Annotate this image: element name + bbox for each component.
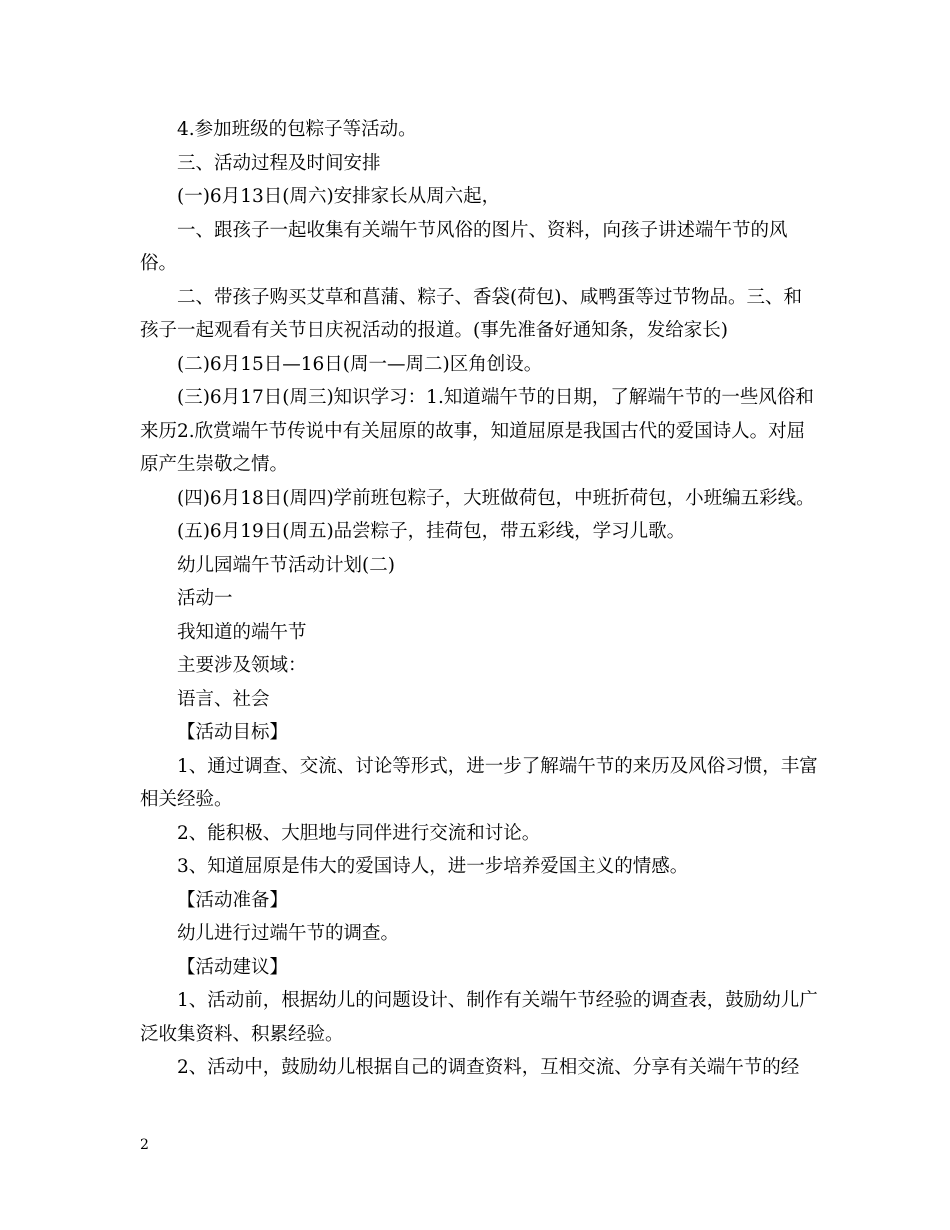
paragraph: 幼儿进行过端午节的调查。 bbox=[177, 923, 400, 944]
section-heading: 三、活动过程及时间安排 bbox=[177, 152, 381, 174]
paragraph: (二)6月15日—16日(周一—周二)区角创设。 bbox=[177, 353, 543, 375]
subsection-heading: 【活动目标】 bbox=[177, 722, 289, 743]
list-item: 1、通过调查、交流、讨论等形式，进一步了解端午节的来历及风俗习惯，丰富相关经验。 bbox=[140, 755, 818, 810]
paragraph: 二、带孩子购买艾草和菖蒲、粽子、香袋(荷包)、咸鸭蛋等过节物品。三、和孩子一起观看有关节日庆祝活动的报道。(事先准备好通知条，发给家长) bbox=[140, 286, 802, 341]
field-label: 主要涉及领域： bbox=[177, 655, 307, 676]
list-item: 2、活动中，鼓励幼儿根据自己的调查资料，互相交流、分享有关端午节的经 bbox=[177, 1057, 800, 1078]
subsection-heading: 【活动建议】 bbox=[177, 956, 289, 978]
paragraph: 一、跟孩子一起收集有关端午节风俗的图片、资料，向孩子讲述端午节的风俗。 bbox=[140, 219, 788, 274]
section-title: 幼儿园端午节活动计划(二) bbox=[177, 554, 395, 576]
paragraph: (四)6月18日(周四)学前班包粽子，大班做荷包，中班折荷包，小班编五彩线。 bbox=[177, 487, 815, 509]
field-value: 语言、社会 bbox=[177, 688, 270, 710]
paragraph: 4.参加班级的包粽子等活动。 bbox=[177, 119, 417, 140]
list-item: 3、知道屈原是伟大的爱国诗人，进一步培养爱国主义的情感。 bbox=[177, 856, 689, 877]
activity-label: 活动一 bbox=[177, 588, 233, 609]
list-item: 1、活动前，根据幼儿的问题设计、制作有关端午节经验的调查表，鼓励幼儿广泛收集资料、积累经验。 bbox=[140, 990, 818, 1045]
list-item: 2、能积极、大胆地与同伴进行交流和讨论。 bbox=[177, 822, 541, 844]
activity-name: 我知道的端午节 bbox=[177, 621, 307, 643]
document-body bbox=[140, 113, 820, 1085]
paragraph: (一)6月13日(周六)安排家长从周六起， bbox=[177, 186, 501, 207]
paragraph: (五)6月19日(周五)品尝粽子，挂荷包，带五彩线，学习儿歌。 bbox=[177, 521, 686, 542]
subsection-heading: 【活动准备】 bbox=[177, 889, 289, 911]
page-number: 2 bbox=[140, 1137, 149, 1153]
paragraph: (三)6月17日(周三)知识学习：1.知道端午节的日期，了解端午节的一些风俗和来历2.欣赏端午节传说中有关屈原的故事，知道屈原是我国古代的爱国诗人。对屈原产生崇敬之情。 bbox=[140, 387, 814, 475]
